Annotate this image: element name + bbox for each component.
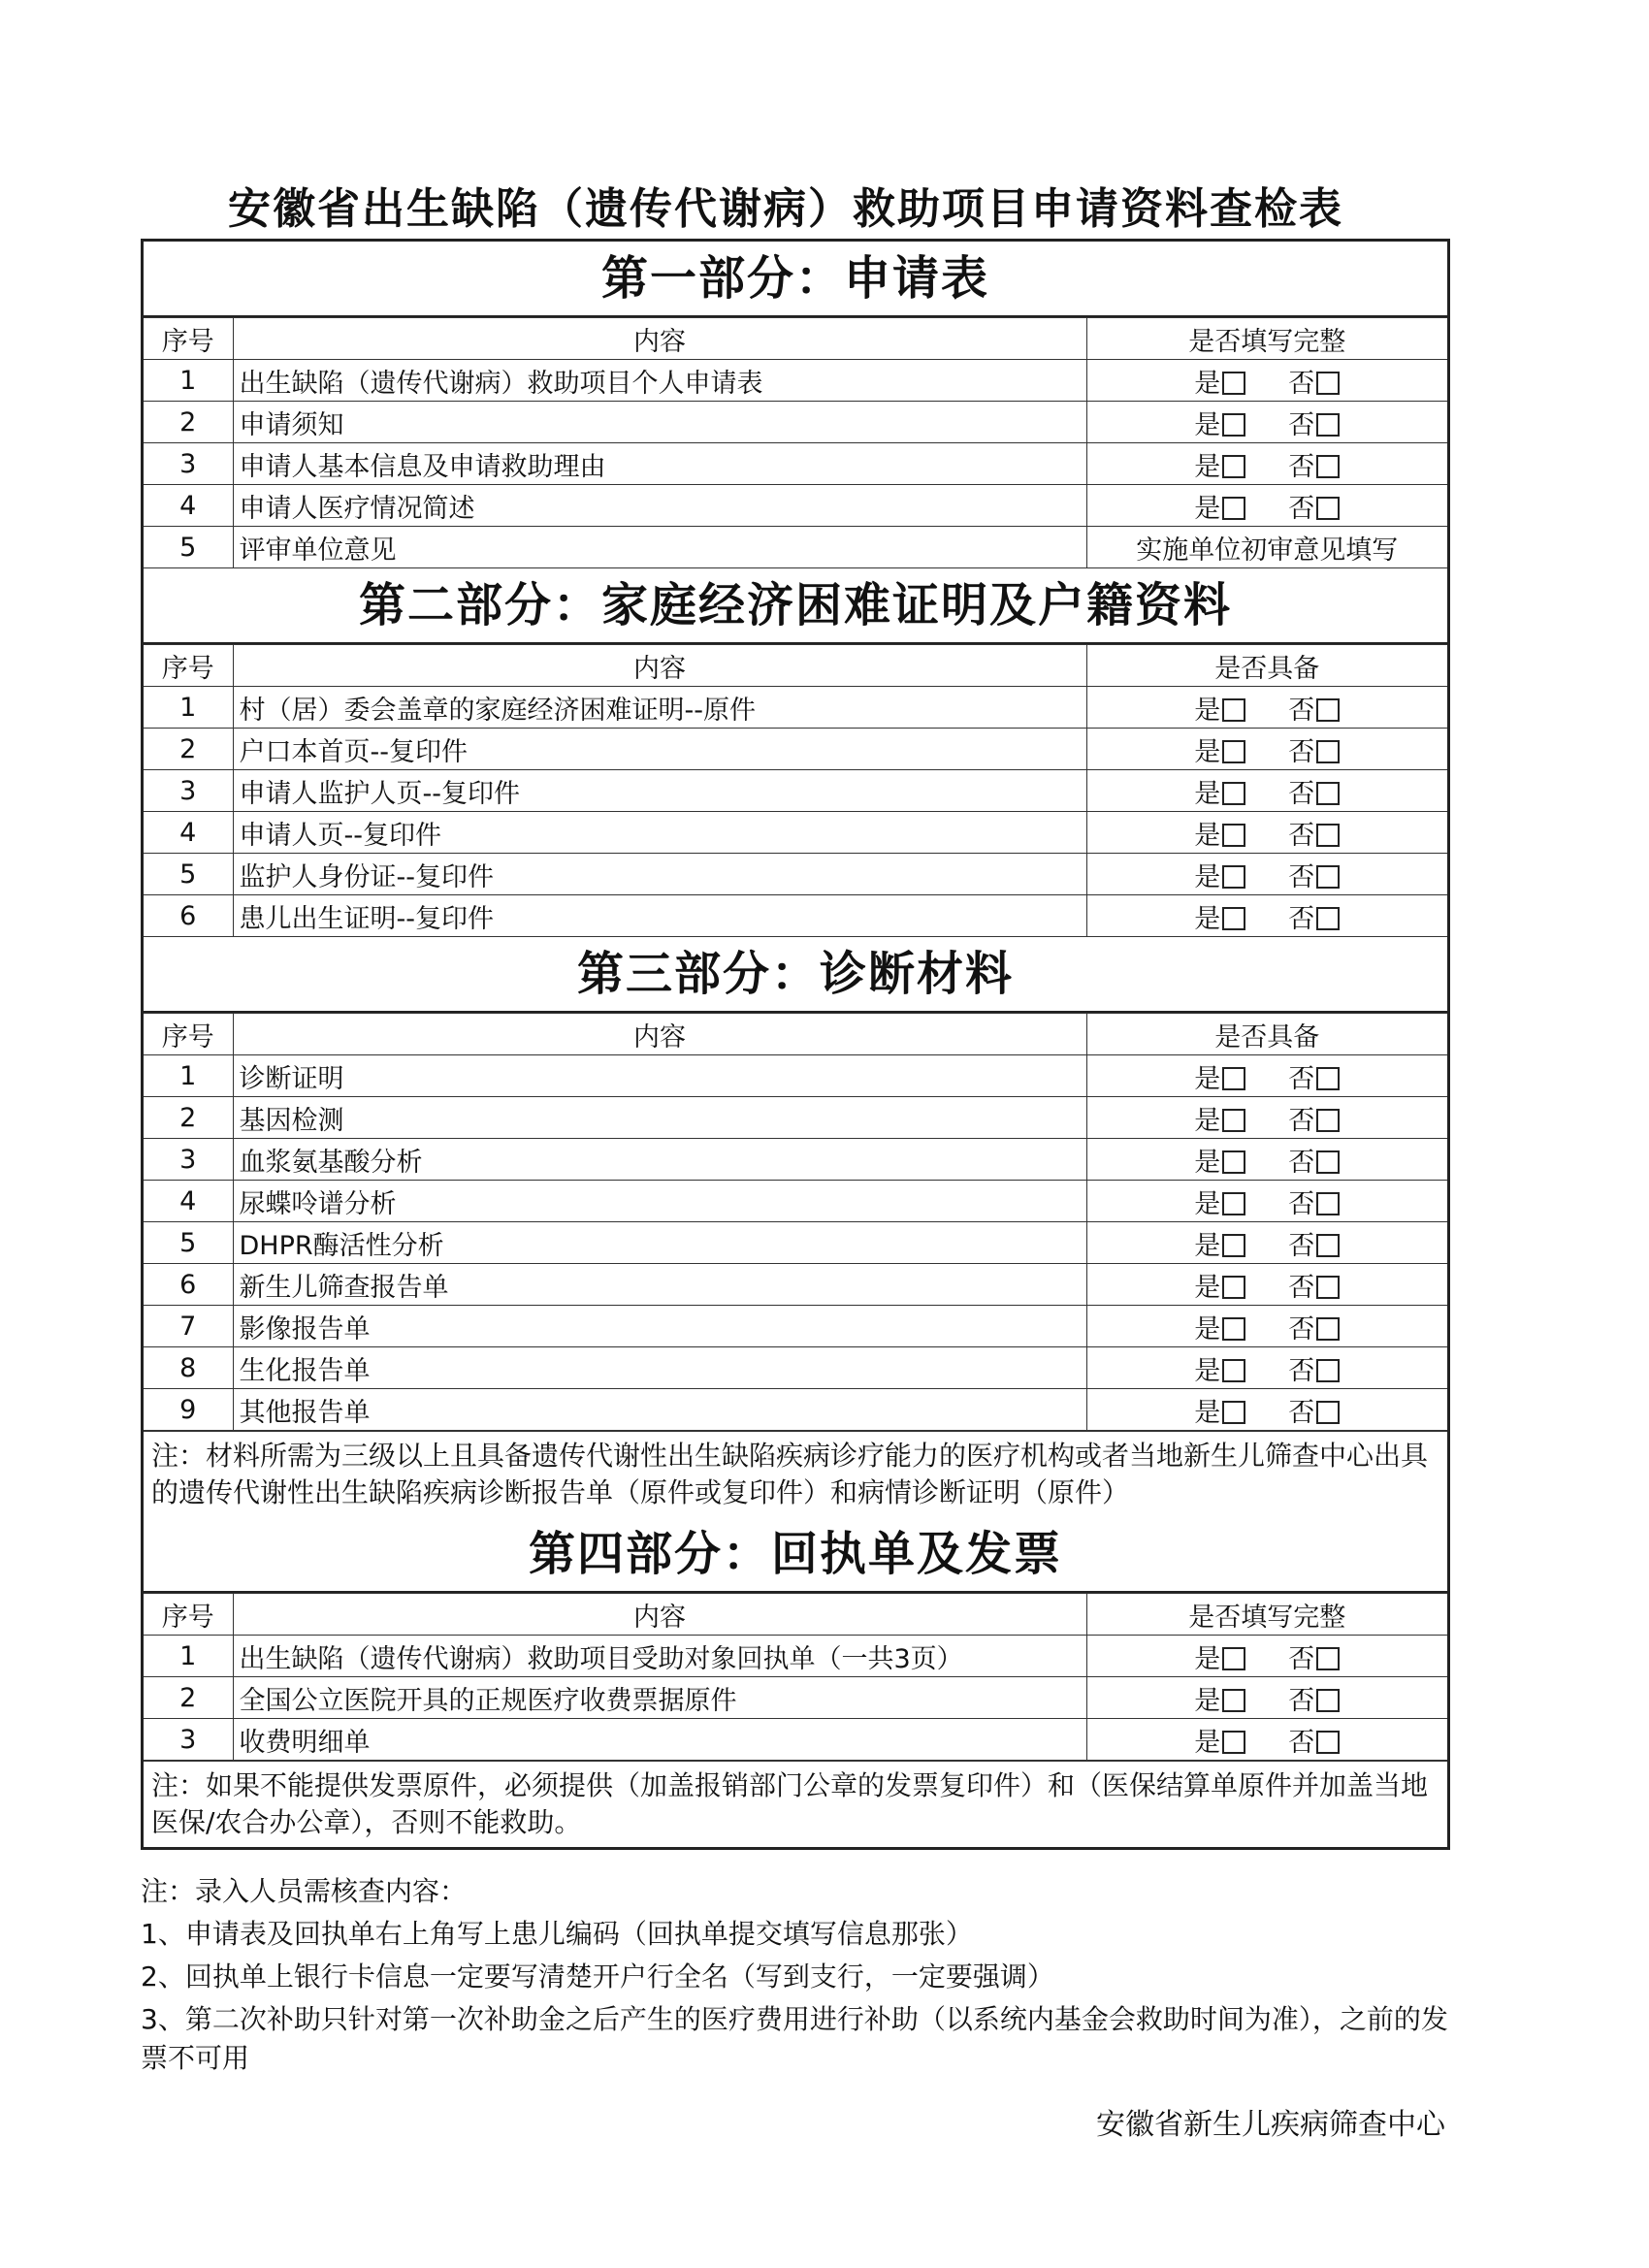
yes-label: 是 xyxy=(1194,820,1221,851)
yes-label: 是 xyxy=(1194,903,1221,934)
row-number: 1 xyxy=(144,360,233,402)
column-header: 内容 xyxy=(233,318,1086,360)
yes-label: 是 xyxy=(1194,736,1221,767)
no-label: 否 xyxy=(1288,1643,1315,1674)
yes-label: 是 xyxy=(1194,861,1221,892)
yes-label: 是 xyxy=(1194,409,1221,440)
no-option[interactable] xyxy=(1288,1308,1340,1345)
no-option[interactable] xyxy=(1288,362,1340,400)
yes-option[interactable] xyxy=(1194,445,1245,483)
column-header: 序号 xyxy=(144,318,233,360)
yes-checkbox[interactable] xyxy=(1222,907,1245,930)
row-content: 患儿出生证明--复印件 xyxy=(233,895,1086,937)
table-row xyxy=(144,1347,1447,1389)
no-option[interactable] xyxy=(1288,1057,1340,1095)
no-checkbox[interactable] xyxy=(1316,865,1340,889)
row-number: 2 xyxy=(144,729,233,770)
row-number: 2 xyxy=(144,1097,233,1139)
table-header-row xyxy=(144,1594,1447,1636)
row-number: 3 xyxy=(144,1719,233,1761)
no-label: 否 xyxy=(1288,736,1315,767)
no-checkbox[interactable] xyxy=(1316,1109,1340,1132)
yes-checkbox[interactable] xyxy=(1222,698,1245,722)
row-number: 4 xyxy=(144,1181,233,1222)
bottom-note-line: 3、第二次补助只针对第一次补助金之后产生的医疗费用进行补助（以系统内基金会救助时间为准），之前的发票不可用 xyxy=(141,2003,1448,2074)
yes-no-options xyxy=(1086,1139,1447,1181)
table-row xyxy=(144,812,1447,854)
table-row xyxy=(144,854,1447,895)
row-content: 生化报告单 xyxy=(233,1347,1086,1389)
row-number: 3 xyxy=(144,443,233,485)
column-header: 是否具备 xyxy=(1086,645,1447,687)
no-checkbox[interactable] xyxy=(1316,782,1340,805)
yes-label: 是 xyxy=(1194,493,1221,524)
row-content: 申请人基本信息及申请救助理由 xyxy=(233,443,1086,485)
table-header-row xyxy=(144,318,1447,360)
row-content: 影像报告单 xyxy=(233,1306,1086,1347)
yes-option[interactable] xyxy=(1194,856,1245,893)
yes-checkbox[interactable] xyxy=(1222,740,1245,763)
yes-no-options xyxy=(1086,1389,1447,1431)
no-option[interactable] xyxy=(1288,730,1340,768)
row-content: 其他报告单 xyxy=(233,1389,1086,1431)
no-checkbox[interactable] xyxy=(1316,497,1340,520)
yes-no-options xyxy=(1086,1055,1447,1097)
row-number: 4 xyxy=(144,485,233,527)
section-table xyxy=(144,1013,1447,1431)
column-header: 是否填写完整 xyxy=(1086,318,1447,360)
yes-no-options xyxy=(1086,402,1447,443)
table-row xyxy=(144,527,1447,568)
row-content: DHPR酶活性分析 xyxy=(233,1222,1086,1264)
yes-option[interactable] xyxy=(1194,814,1245,852)
column-header: 是否填写完整 xyxy=(1086,1594,1447,1636)
table-row xyxy=(144,360,1447,402)
no-checkbox[interactable] xyxy=(1316,372,1340,395)
yes-checkbox[interactable] xyxy=(1222,865,1245,889)
no-checkbox[interactable] xyxy=(1316,698,1340,722)
section-table xyxy=(144,644,1447,937)
yes-checkbox[interactable] xyxy=(1222,1192,1245,1215)
yes-label: 是 xyxy=(1194,1643,1221,1674)
table-row xyxy=(144,687,1447,729)
no-option[interactable] xyxy=(1288,445,1340,483)
column-header: 是否具备 xyxy=(1086,1014,1447,1055)
table-row xyxy=(144,1636,1447,1677)
yes-label: 是 xyxy=(1194,1313,1221,1345)
row-content: 监护人身份证--复印件 xyxy=(233,854,1086,895)
bottom-note-line: 2、回执单上银行卡信息一定要写清楚开户行全名（写到支行，一定要强调） xyxy=(141,1960,1054,1993)
no-checkbox[interactable] xyxy=(1316,1689,1340,1712)
row-number: 1 xyxy=(144,1055,233,1097)
row-content: 收费明细单 xyxy=(233,1719,1086,1761)
no-option[interactable] xyxy=(1288,1637,1340,1675)
yes-option[interactable] xyxy=(1194,1266,1245,1304)
yes-checkbox[interactable] xyxy=(1222,1067,1245,1090)
no-label: 否 xyxy=(1288,1230,1315,1261)
column-header: 内容 xyxy=(233,645,1086,687)
yes-option[interactable] xyxy=(1194,772,1245,810)
section-title: 第四部分：回执单及发票 xyxy=(144,1517,1447,1593)
row-number: 6 xyxy=(144,1264,233,1306)
yes-option[interactable] xyxy=(1194,1637,1245,1675)
table-row xyxy=(144,770,1447,812)
yes-no-options xyxy=(1086,1222,1447,1264)
row-content: 基因检测 xyxy=(233,1097,1086,1139)
no-option[interactable] xyxy=(1288,1391,1340,1429)
yes-no-options xyxy=(1086,895,1447,937)
no-checkbox[interactable] xyxy=(1316,1731,1340,1754)
table-header-row xyxy=(144,1014,1447,1055)
yes-no-options xyxy=(1086,687,1447,729)
yes-checkbox[interactable] xyxy=(1222,1276,1245,1299)
yes-label: 是 xyxy=(1194,451,1221,482)
yes-no-options xyxy=(1086,485,1447,527)
bottom-notes xyxy=(141,1872,1450,2082)
row-content: 出生缺陷（遗传代谢病）救助项目个人申请表 xyxy=(233,360,1086,402)
signature: 安徽省新生儿疾病筛查中心 xyxy=(1096,2108,1445,2142)
yes-label: 是 xyxy=(1194,1355,1221,1386)
row-number: 5 xyxy=(144,1222,233,1264)
yes-checkbox[interactable] xyxy=(1222,1150,1245,1174)
yes-checkbox[interactable] xyxy=(1222,824,1245,847)
yes-no-options xyxy=(1086,729,1447,770)
no-option[interactable] xyxy=(1288,1099,1340,1137)
no-checkbox[interactable] xyxy=(1316,1401,1340,1424)
table-row xyxy=(144,895,1447,937)
no-checkbox[interactable] xyxy=(1316,1359,1340,1382)
no-checkbox[interactable] xyxy=(1316,1647,1340,1670)
section-title: 第三部分：诊断材料 xyxy=(144,937,1447,1013)
yes-checkbox[interactable] xyxy=(1222,1109,1245,1132)
no-checkbox[interactable] xyxy=(1316,1192,1340,1215)
yes-option[interactable] xyxy=(1194,1308,1245,1345)
bottom-note-line: 1、申请表及回执单右上角写上患儿编码（回执单提交填写信息那张） xyxy=(141,1918,973,1950)
yes-no-options xyxy=(1086,360,1447,402)
yes-checkbox[interactable] xyxy=(1222,413,1245,437)
yes-label: 是 xyxy=(1194,1727,1221,1758)
no-option[interactable] xyxy=(1288,856,1340,893)
no-label: 否 xyxy=(1288,861,1315,892)
yes-option[interactable] xyxy=(1194,1224,1245,1262)
yes-no-options xyxy=(1086,1636,1447,1677)
table-header-row xyxy=(144,645,1447,687)
yes-checkbox[interactable] xyxy=(1222,1359,1245,1382)
column-header: 内容 xyxy=(233,1594,1086,1636)
column-header: 序号 xyxy=(144,1014,233,1055)
no-option[interactable] xyxy=(1288,772,1340,810)
table-row xyxy=(144,1097,1447,1139)
yes-no-options xyxy=(1086,770,1447,812)
section-note: 注：材料所需为三级以上且具备遗传代谢性出生缺陷疾病诊疗能力的医疗机构或者当地新生儿筛查中心出具的遗传代谢性出生缺陷疾病诊断报告单（原件或复印件）和病情诊断证明（原件） xyxy=(144,1431,1447,1517)
no-option[interactable] xyxy=(1288,1721,1340,1759)
yes-option[interactable] xyxy=(1194,487,1245,525)
yes-option[interactable] xyxy=(1194,362,1245,400)
column-header: 序号 xyxy=(144,645,233,687)
row-number: 3 xyxy=(144,770,233,812)
yes-label: 是 xyxy=(1194,778,1221,809)
no-label: 否 xyxy=(1288,493,1315,524)
yes-checkbox[interactable] xyxy=(1222,1647,1245,1670)
no-checkbox[interactable] xyxy=(1316,907,1340,930)
no-checkbox[interactable] xyxy=(1316,455,1340,478)
no-label: 否 xyxy=(1288,368,1315,399)
no-checkbox[interactable] xyxy=(1316,413,1340,437)
yes-no-options xyxy=(1086,443,1447,485)
section-title: 第一部分：申请表 xyxy=(144,242,1447,317)
table-row xyxy=(144,1306,1447,1347)
yes-checkbox[interactable] xyxy=(1222,497,1245,520)
no-option[interactable] xyxy=(1288,1141,1340,1179)
yes-checkbox[interactable] xyxy=(1222,782,1245,805)
no-label: 否 xyxy=(1288,903,1315,934)
no-checkbox[interactable] xyxy=(1316,1067,1340,1090)
row-number: 3 xyxy=(144,1139,233,1181)
column-header: 内容 xyxy=(233,1014,1086,1055)
no-option[interactable] xyxy=(1288,689,1340,727)
row-content: 申请人监护人页--复印件 xyxy=(233,770,1086,812)
no-option[interactable] xyxy=(1288,487,1340,525)
no-label: 否 xyxy=(1288,1397,1315,1428)
no-label: 否 xyxy=(1288,1147,1315,1178)
table-row xyxy=(144,729,1447,770)
row-number: 5 xyxy=(144,527,233,568)
yes-label: 是 xyxy=(1194,1188,1221,1219)
yes-no-options xyxy=(1086,1347,1447,1389)
row-content: 申请人医疗情况简述 xyxy=(233,485,1086,527)
yes-no-options xyxy=(1086,812,1447,854)
row-content: 尿蝶呤谱分析 xyxy=(233,1181,1086,1222)
no-option[interactable] xyxy=(1288,897,1340,935)
yes-checkbox[interactable] xyxy=(1222,1731,1245,1754)
no-option[interactable] xyxy=(1288,1224,1340,1262)
yes-option[interactable] xyxy=(1194,1141,1245,1179)
section-title: 第二部分：家庭经济困难证明及户籍资料 xyxy=(144,568,1447,644)
yes-option[interactable] xyxy=(1194,1391,1245,1429)
table-row xyxy=(144,1719,1447,1761)
no-label: 否 xyxy=(1288,1272,1315,1303)
row-note: 实施单位初审意见填写 xyxy=(1086,527,1447,568)
yes-label: 是 xyxy=(1194,1147,1221,1178)
column-header: 序号 xyxy=(144,1594,233,1636)
yes-option[interactable] xyxy=(1194,404,1245,441)
table-row xyxy=(144,1181,1447,1222)
section-table xyxy=(144,317,1447,568)
document-title: 安徽省出生缺陷（遗传代谢病）救助项目申请资料查检表 xyxy=(228,184,1343,234)
yes-option[interactable] xyxy=(1194,1183,1245,1220)
table-row xyxy=(144,485,1447,527)
section-table xyxy=(144,1593,1447,1761)
no-label: 否 xyxy=(1288,1685,1315,1716)
yes-no-options xyxy=(1086,1097,1447,1139)
no-label: 否 xyxy=(1288,778,1315,809)
no-option[interactable] xyxy=(1288,1266,1340,1304)
no-label: 否 xyxy=(1288,1313,1315,1345)
no-checkbox[interactable] xyxy=(1316,1317,1340,1341)
yes-checkbox[interactable] xyxy=(1222,455,1245,478)
yes-option[interactable] xyxy=(1194,1099,1245,1137)
row-content: 出生缺陷（遗传代谢病）救助项目受助对象回执单（一共3页） xyxy=(233,1636,1086,1677)
checklist-table xyxy=(141,239,1450,1850)
row-number: 1 xyxy=(144,687,233,729)
no-checkbox[interactable] xyxy=(1316,1234,1340,1257)
row-number: 2 xyxy=(144,1677,233,1719)
table-row xyxy=(144,1222,1447,1264)
no-label: 否 xyxy=(1288,1727,1315,1758)
yes-label: 是 xyxy=(1194,1685,1221,1716)
yes-checkbox[interactable] xyxy=(1222,1234,1245,1257)
no-checkbox[interactable] xyxy=(1316,824,1340,847)
row-number: 2 xyxy=(144,402,233,443)
table-row xyxy=(144,1139,1447,1181)
no-option[interactable] xyxy=(1288,1183,1340,1220)
section-note: 注：如果不能提供发票原件，必须提供（加盖报销部门公章的发票复印件）和（医保结算单原件并加盖当地医保/农合办公章），否则不能救助。 xyxy=(144,1761,1447,1847)
row-content: 诊断证明 xyxy=(233,1055,1086,1097)
table-row xyxy=(144,402,1447,443)
no-label: 否 xyxy=(1288,1355,1315,1386)
row-content: 申请人页--复印件 xyxy=(233,812,1086,854)
yes-option[interactable] xyxy=(1194,730,1245,768)
yes-label: 是 xyxy=(1194,1063,1221,1094)
row-number: 7 xyxy=(144,1306,233,1347)
table-row xyxy=(144,1389,1447,1431)
no-checkbox[interactable] xyxy=(1316,740,1340,763)
yes-no-options xyxy=(1086,1264,1447,1306)
yes-no-options xyxy=(1086,1181,1447,1222)
bottom-note-line: 注：录入人员需核查内容： xyxy=(141,1875,468,1907)
row-number: 1 xyxy=(144,1636,233,1677)
no-option[interactable] xyxy=(1288,1679,1340,1717)
no-label: 否 xyxy=(1288,409,1315,440)
yes-option[interactable] xyxy=(1194,897,1245,935)
yes-no-options xyxy=(1086,1719,1447,1761)
no-checkbox[interactable] xyxy=(1316,1150,1340,1174)
no-checkbox[interactable] xyxy=(1316,1276,1340,1299)
row-content: 户口本首页--复印件 xyxy=(233,729,1086,770)
yes-label: 是 xyxy=(1194,1397,1221,1428)
table-row xyxy=(144,443,1447,485)
yes-checkbox[interactable] xyxy=(1222,1317,1245,1341)
yes-option[interactable] xyxy=(1194,1679,1245,1717)
yes-no-options xyxy=(1086,1306,1447,1347)
no-label: 否 xyxy=(1288,1105,1315,1136)
row-number: 4 xyxy=(144,812,233,854)
row-content: 新生儿筛查报告单 xyxy=(233,1264,1086,1306)
yes-no-options xyxy=(1086,1677,1447,1719)
no-option[interactable] xyxy=(1288,1349,1340,1387)
row-number: 6 xyxy=(144,895,233,937)
row-content: 申请须知 xyxy=(233,402,1086,443)
row-content: 全国公立医院开具的正规医疗收费票据原件 xyxy=(233,1677,1086,1719)
yes-label: 是 xyxy=(1194,1105,1221,1136)
yes-label: 是 xyxy=(1194,695,1221,726)
yes-option[interactable] xyxy=(1194,1721,1245,1759)
yes-checkbox[interactable] xyxy=(1222,1689,1245,1712)
yes-option[interactable] xyxy=(1194,1057,1245,1095)
yes-checkbox[interactable] xyxy=(1222,1401,1245,1424)
row-content: 血浆氨基酸分析 xyxy=(233,1139,1086,1181)
yes-label: 是 xyxy=(1194,1230,1221,1261)
no-label: 否 xyxy=(1288,451,1315,482)
row-content: 评审单位意见 xyxy=(233,527,1086,568)
no-option[interactable] xyxy=(1288,404,1340,441)
table-row xyxy=(144,1055,1447,1097)
no-option[interactable] xyxy=(1288,814,1340,852)
yes-label: 是 xyxy=(1194,1272,1221,1303)
row-content: 村（居）委会盖章的家庭经济困难证明--原件 xyxy=(233,687,1086,729)
table-row xyxy=(144,1677,1447,1719)
yes-checkbox[interactable] xyxy=(1222,372,1245,395)
yes-label: 是 xyxy=(1194,368,1221,399)
no-label: 否 xyxy=(1288,695,1315,726)
no-label: 否 xyxy=(1288,1188,1315,1219)
yes-option[interactable] xyxy=(1194,689,1245,727)
yes-option[interactable] xyxy=(1194,1349,1245,1387)
row-number: 9 xyxy=(144,1389,233,1431)
no-label: 否 xyxy=(1288,1063,1315,1094)
no-label: 否 xyxy=(1288,820,1315,851)
row-number: 8 xyxy=(144,1347,233,1389)
yes-no-options xyxy=(1086,854,1447,895)
table-row xyxy=(144,1264,1447,1306)
row-number: 5 xyxy=(144,854,233,895)
